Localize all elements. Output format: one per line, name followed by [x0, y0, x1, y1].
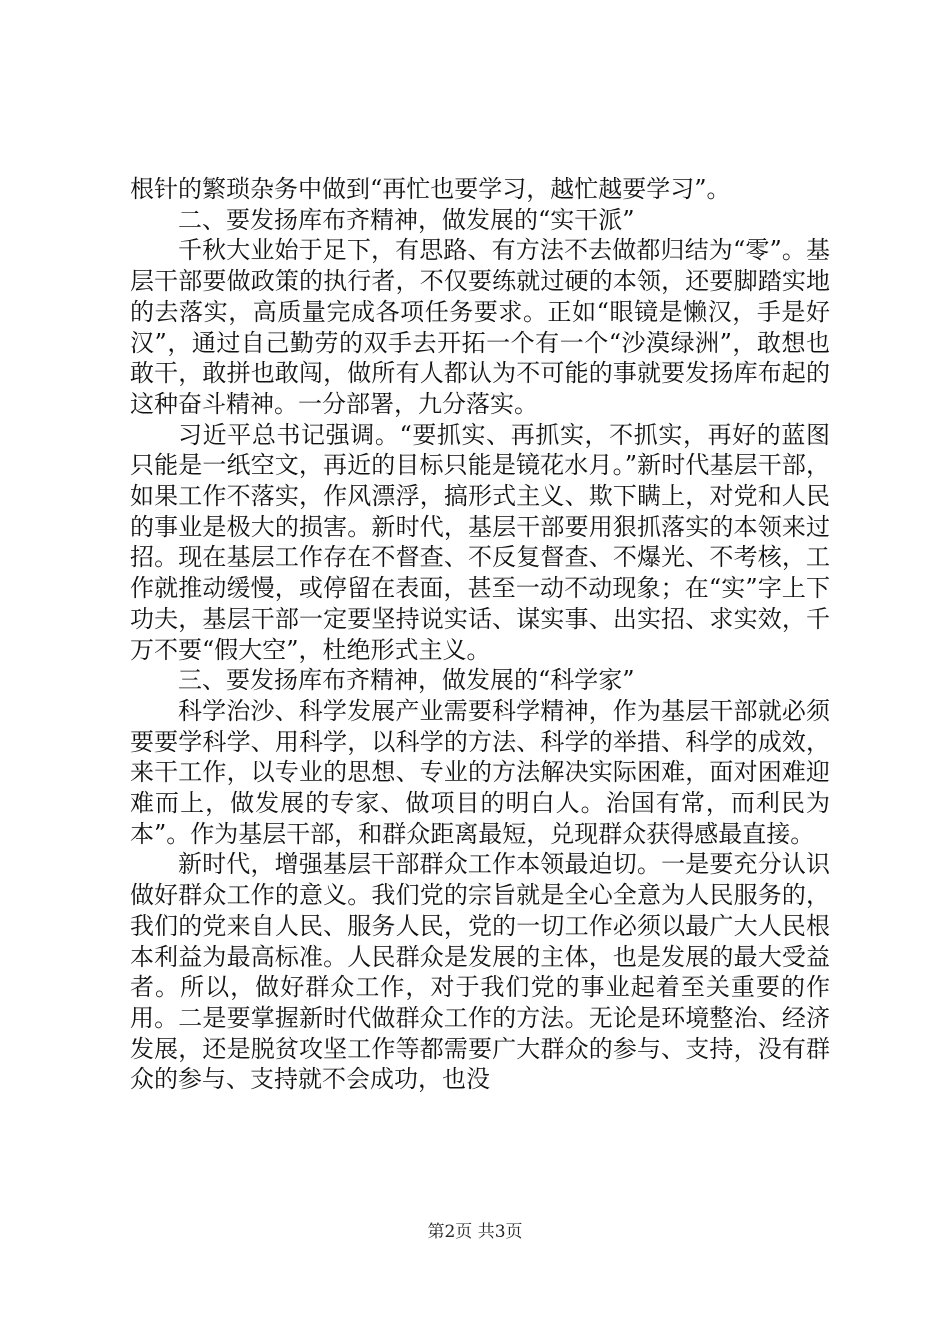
document-body: [130, 174, 830, 1095]
page-number-footer: 第2页 共3页: [427, 1222, 523, 1242]
paragraph: 习近平总书记强调。“要抓实、再抓实，不抓实，再好的蓝图只能是一纸空文，再近的目标只能是镜花水月。”新时代基层干部，如果工作不落实，作风漂浮，搞形式主义、欺下瞒上，对党和人民的事业是极大的损害。新时代，基层干部要用狠抓落实的本领来过招。现在基层工作存在不督查、不反复督查、不爆光、不考核，工作就推动缓慢，或停留在表面，甚至一动不动现象；在“实”字上下功夫，基层干部一定要坚持说实话、谋实事、出实招、求实效，千万不要“假大空”，杜绝形式主义。: [130, 420, 830, 664]
paragraph: 科学治沙、科学发展产业需要科学精神，作为基层干部就必须要要学科学、用科学，以科学的方法、科学的举措、科学的成效，来干工作，以专业的思想、专业的方法解决实际困难，面对困难迎难而上，做发展的专家、做项目的明白人。治国有常，而利民为本”。作为基层干部，和群众距离最短，兑现群众获得感最直接。: [130, 696, 830, 848]
paragraph-continuation: 根针的繁琐杂务中做到“再忙也要学习，越忙越要学习”。: [130, 175, 731, 203]
paragraph: 千秋大业始于足下，有思路、有方法不去做都归结为“零”。基层干部要做政策的执行者，不仅要练就过硬的本领，还要脚踏实地的去落实，高质量完成各项任务要求。正如“眼镜是懒汉，手是好汉”，通过自己勤劳的双手去开拓一个有一个“沙漠绿洲”，敢想也敢干，敢拼也敢闯，做所有人都认为不可能的事就要发扬库布起的这种奋斗精神。一分部署，九分落实。: [130, 236, 830, 418]
section-heading-2: 二、要发扬库布齐精神，做发展的“实干派”: [178, 205, 635, 234]
paragraph: 新时代，增强基层干部群众工作本领最迫切。一是要充分认识做好群众工作的意义。我们党的宗旨就是全心全意为人民服务的，我们的党来自人民、服务人民，党的一切工作必须以最广大人民根本利益为最高标准。人民群众是发展的主体，也是发展的最大受益者。所以，做好群众工作，对于我们党的事业起着至关重要的作用。二是要掌握新时代做群众工作的方法。无论是环境整治、经济发展，还是脱贫攻坚工作等都需要广大群众的参与、支持，没有群众的参与、支持就不会成功，也没: [130, 850, 830, 1094]
section-heading-3: 三、要发扬库布齐精神，做发展的“科学家”: [178, 666, 635, 695]
